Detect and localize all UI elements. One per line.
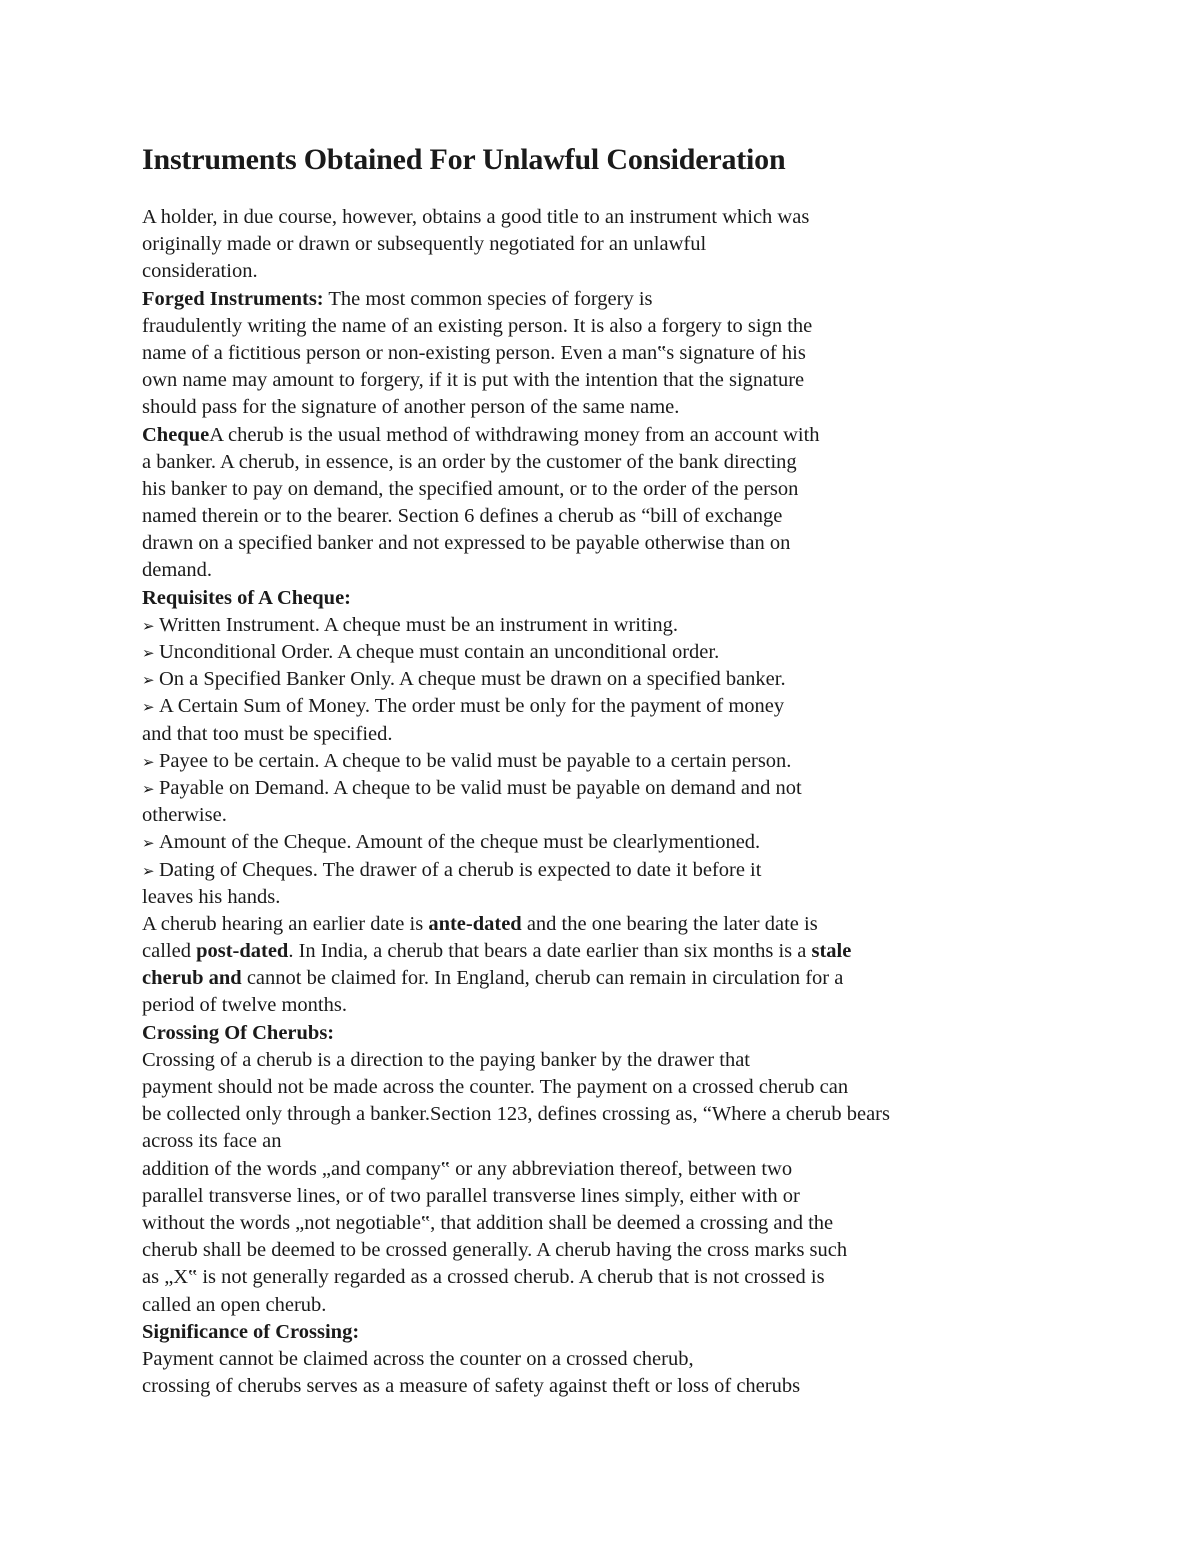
text-run: Payment cannot be claimed across the counter on a crossed cherub, — [142, 1347, 694, 1370]
text-run: without the words „not negotiable‟, that addition shall be deemed a crossing and the — [142, 1211, 834, 1234]
intro-line-3 — [142, 258, 1182, 285]
bold-text: ante-dated — [428, 912, 522, 935]
text-run: Payable on Demand. A cheque to be valid must be payable on demand and not — [159, 776, 802, 799]
cheque-line-5 — [142, 530, 1182, 557]
page-title: Instruments Obtained For Unlawful Consideration — [142, 143, 786, 176]
requisite-amount — [142, 829, 1182, 856]
cheque-line-6 — [142, 557, 1182, 584]
text-run: cherub shall be deemed to be crossed generally. A cherub having the cross marks such — [142, 1239, 848, 1262]
arrow-bullet-icon: ➢ — [142, 752, 155, 771]
crossing-line-10 — [142, 1292, 1182, 1319]
bold-text: cherub and — [142, 967, 242, 990]
crossing-heading — [142, 1020, 1182, 1047]
text-run: originally made or drawn or subsequently negotiated for an unlawful — [142, 233, 707, 256]
text-run: Payee to be certain. A cheque to be valid must be payable to a certain person. — [159, 749, 792, 772]
bold-text: stale — [811, 940, 852, 963]
crossing-line-3 — [142, 1101, 1182, 1128]
text-run: his banker to pay on demand, the specified amount, or to the order of the person — [142, 477, 799, 500]
text-run: A Certain Sum of Money. The order must be only for the payment of money — [159, 695, 785, 718]
requisite-unconditional-order — [142, 639, 1182, 666]
text-run: parallel transverse lines, or of two parallel transverse lines simply, either with or — [142, 1184, 800, 1207]
crossing-line-9 — [142, 1264, 1182, 1291]
arrow-bullet-icon: ➢ — [142, 644, 155, 662]
bold-text: post-dated — [196, 940, 289, 963]
dating-line-3 — [142, 965, 1182, 992]
text-run: A holder, in due course, however, obtains a good title to an instrument which was — [142, 206, 810, 228]
requisite-specified-banker — [142, 666, 1182, 693]
text-run: addition of the words „and company‟ or any abbreviation thereof, between two — [142, 1157, 793, 1180]
text-run: Written Instrument. A cheque must be an instrument in writing. — [159, 613, 678, 636]
arrow-bullet-icon: ➢ — [142, 834, 155, 853]
crossing-line-6 — [142, 1183, 1182, 1210]
forged-line-3 — [142, 340, 1182, 367]
requisite-written-instrument — [142, 612, 1182, 639]
text-run: Crossing of a cherub is a direction to the paying banker by the drawer that — [142, 1048, 750, 1071]
requisite-payee-certain — [142, 748, 1182, 775]
crossing-line-2 — [142, 1074, 1182, 1101]
crossing-line-1 — [142, 1047, 1182, 1074]
cheque-line-3 — [142, 476, 1182, 503]
significance-line-2 — [142, 1373, 1182, 1400]
crossing-line-7 — [142, 1210, 1182, 1237]
significance-line-1 — [142, 1346, 1182, 1373]
bold-text: Forged Instruments: — [142, 287, 324, 310]
dating-line-2 — [142, 938, 1182, 965]
forged-line-4 — [142, 367, 1182, 394]
bold-text: Requisites of A Cheque: — [142, 586, 352, 609]
text-run: period of twelve months. — [142, 994, 347, 1017]
arrow-bullet-icon: ➢ — [142, 671, 155, 690]
text-run: called an open cherub. — [142, 1293, 327, 1316]
requisite-certain-sum — [142, 693, 1182, 720]
text-run: Unconditional Order. A cheque must contain an unconditional order. — [159, 641, 720, 663]
cheque-line-1 — [142, 422, 1182, 449]
text-run: otherwise. — [142, 804, 227, 827]
text-run: across its face an — [142, 1130, 282, 1153]
text-run: . In India, a cherub that bears a date earlier than six months is a — [288, 940, 812, 963]
forged-line-5 — [142, 394, 1182, 421]
requisite-payable-demand — [142, 775, 1182, 802]
text-run: a banker. A cherub, in essence, is an order by the customer of the bank directing — [142, 450, 797, 473]
text-run: and that too must be specified. — [142, 722, 393, 745]
dating-line-1 — [142, 911, 1182, 938]
dating-line-4 — [142, 992, 1182, 1019]
bold-text: Cheque — [142, 423, 210, 446]
requisite-payable-demand-cont — [142, 802, 1182, 829]
text-run: A cherub hearing an earlier date is — [142, 912, 429, 935]
crossing-line-8 — [142, 1237, 1182, 1264]
text-run: and the one bearing the later date is — [521, 912, 818, 935]
text-run: should pass for the signature of another person of the same name. — [142, 396, 680, 419]
arrow-bullet-icon: ➢ — [142, 698, 155, 717]
text-run: cannot be claimed for. In England, cherub can remain in circulation for a — [241, 967, 844, 990]
forged-line-1 — [142, 286, 1182, 313]
bold-text: Crossing Of Cherubs: — [142, 1021, 335, 1044]
text-run: leaves his hands. — [142, 885, 281, 908]
text-run: Dating of Cheques. The drawer of a cherub is expected to date it before it — [159, 858, 762, 881]
text-run: named therein or to the bearer. Section 6 defines a cherub as “bill of exchange — [142, 505, 783, 528]
text-run: crossing of cherubs serves as a measure of safety against theft or loss of cherubs — [142, 1375, 801, 1398]
arrow-bullet-icon: ➢ — [142, 861, 155, 880]
text-run: name of a fictitious person or non-existing person. Even a man‟s signature of his — [142, 341, 806, 364]
cheque-line-4 — [142, 503, 1182, 530]
requisite-dating-cont — [142, 884, 1182, 911]
intro-line-2 — [142, 231, 1182, 258]
requisite-dating — [142, 857, 1182, 884]
intro-line-1 — [142, 204, 1182, 231]
crossing-line-5 — [142, 1156, 1182, 1183]
text-run: payment should not be made across the counter. The payment on a crossed cherub can — [142, 1076, 849, 1098]
significance-heading — [142, 1319, 1182, 1346]
text-run: On a Specified Banker Only. A cheque must be drawn on a specified banker. — [159, 668, 786, 691]
text-run: Amount of the Cheque. Amount of the cheque must be clearlymentioned. — [159, 831, 761, 854]
text-run: A cherub is the usual method of withdrawing money from an account with — [209, 423, 820, 446]
text-run: fraudulently writing the name of an existing person. It is also a forgery to sign the — [142, 314, 813, 337]
text-run: own name may amount to forgery, if it is put with the intention that the signature — [142, 369, 805, 392]
cheque-line-2 — [142, 449, 1182, 476]
text-run: called — [142, 940, 197, 963]
text-run: The most common species of forgery is — [323, 287, 653, 310]
text-run: be collected only through a banker.Section 123, defines crossing as, “Where a cherub bears — [142, 1103, 890, 1126]
forged-line-2 — [142, 313, 1182, 340]
text-run: consideration. — [142, 260, 258, 283]
text-run: demand. — [142, 559, 213, 582]
crossing-line-4 — [142, 1128, 1182, 1155]
document-body — [142, 204, 1182, 1400]
requisite-certain-sum-cont — [142, 721, 1182, 748]
text-run: drawn on a specified banker and not expressed to be payable otherwise than on — [142, 532, 791, 555]
requisites-heading — [142, 585, 1182, 612]
text-run: as „X‟ is not generally regarded as a crossed cherub. A cherub that is not crossed is — [142, 1266, 825, 1289]
bold-text: Significance of Crossing: — [142, 1320, 360, 1343]
arrow-bullet-icon: ➢ — [142, 616, 155, 635]
arrow-bullet-icon: ➢ — [142, 779, 155, 798]
